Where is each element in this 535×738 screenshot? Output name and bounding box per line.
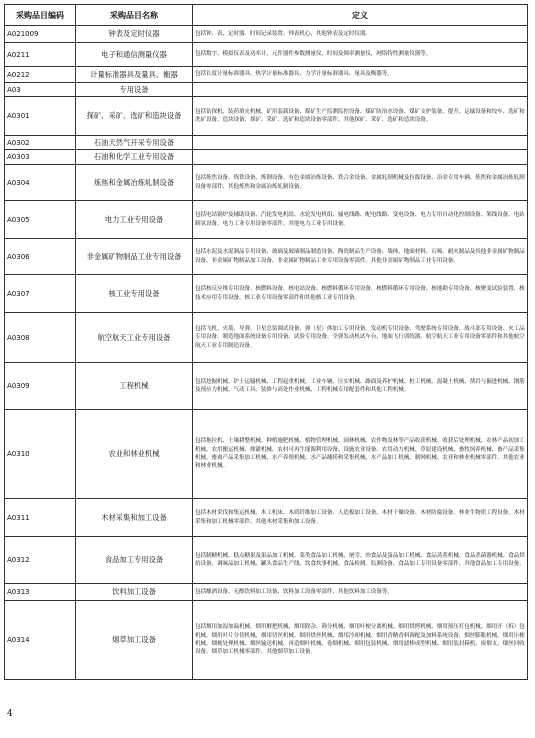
header-code: 采购品目编码 [5,5,76,26]
row-name-cell [76,97,193,136]
table-row [5,313,528,363]
row-code: A0211 [7,50,30,59]
row-definition-cell [193,363,528,410]
table-row [5,136,528,150]
row-code: A0304 [7,178,30,187]
row-definition-cell [193,136,528,150]
row-definition-cell [193,43,528,67]
table-row [5,26,528,43]
row-name: 计量标准器具及量具、衡器 [90,69,178,79]
row-name-cell [76,275,193,313]
row-code-cell [5,26,76,43]
header-name: 采购品目名称 [76,5,193,26]
row-code-cell [5,601,76,680]
row-name-cell [76,67,193,83]
row-name-cell [76,584,193,601]
procurement-catalog-table [4,4,528,680]
row-code: A021009 [7,30,39,38]
row-definition: 包括制糖机械、糕点糖果及果品加工机械、菜类食品加工机械、屠宰、肉食品及蛋品加工机械、食品蒸煮机械、食品杀菌器机械、食品烘焙设备、调味品加工机械、罐头食品生产线、饮食炊事机械、食品检测、监测设备、食品加工专用设备零部件、其他食品加工专用设备。 [195,552,525,567]
row-code-cell [5,239,76,275]
row-name-cell [76,363,193,410]
row-code: A0309 [7,382,30,390]
row-name: 电力工业专用设备 [104,214,164,224]
table-row [5,275,528,313]
row-code: A0313 [7,588,30,596]
row-name: 工程机械 [119,381,149,390]
row-name-cell [76,537,193,584]
row-code: A03 [7,85,21,94]
row-code: A0308 [7,333,30,342]
row-code-cell [5,313,76,363]
row-definition-cell [193,26,528,43]
row-definition-cell [193,275,528,313]
row-code-cell [5,363,76,410]
row-name: 专用设备 [119,84,149,94]
row-name-cell [76,499,193,537]
table-row [5,97,528,136]
row-code-cell [5,537,76,584]
table-row [5,363,528,410]
row-name-cell [76,601,193,680]
row-definition: 包括钟、表、定时器、时间记录装置、钟表机心、其他钟表及定时仪器。 [195,30,371,37]
row-definition-cell [193,584,528,601]
row-code-cell [5,150,76,165]
table-row [5,584,528,601]
row-definition: 包括长度计量标准器具、热学计量标准器具、力学计量标准器具、量具及衡器等。 [195,71,393,78]
table-row [5,43,528,67]
table-row [5,410,528,499]
row-name-cell [76,83,193,97]
row-name-cell [76,165,193,201]
row-code-cell [5,275,76,313]
row-name: 农业和林业机械 [108,449,160,458]
row-code: A0314 [7,636,30,644]
row-name: 非金属矿物制品工业专用设备 [86,251,182,261]
table-row [5,165,528,201]
table-row [5,499,528,537]
row-name-cell [76,201,193,239]
row-name-cell [76,136,193,150]
row-code-cell [5,201,76,239]
row-name-cell [76,313,193,363]
row-definition: 包括挖掘机械、铲土运输机械、工程起重机械、工业车辆、压实机械、路面及养护机械、桩工机械、混凝土机械、凿岩与掘进机械、钢筋及预应力机械、气动工具、装修与高处作业机械、工程机械专用配套件和其他工程机械。 [195,378,525,393]
row-code: A0311 [7,513,30,522]
table-row [5,537,528,584]
row-code-cell [5,43,76,67]
row-name-cell [76,43,193,67]
table-row [5,150,528,165]
row-definition-cell [193,410,528,499]
row-code: A0306 [7,252,30,261]
row-name: 炼焦和金属冶炼轧制设备 [93,177,175,187]
row-name-cell [76,150,193,165]
row-code-cell [5,83,76,97]
row-code: A0303 [7,153,30,161]
table-row [5,601,528,680]
row-definition: 包括钻探机、装药填充机械、矿用装载设备、煤矿生产监测监控设备、煤矿防治水设备、煤矿支护装备、提升、运输设备和绞车、选矿和洗矿设备、造块设备、探矿、采矿、选矿和造块设备零部件、其他探矿、采矿、选矿和造块设备。 [195,108,525,123]
row-definition: 包括飞机、火箭、导弹、卫星总装调试设备、弹（星）体加工专用设备、发动机专用设备、驾驶系统专用设备、战斗部专用设备、火工品专用设备、制造地面系统设备专用设备，试验专用设备、全弹发动机试车台、地面飞行训练器、航空航天工业专用设备零部件和其他航空航天工业专用制造设备。 [195,326,525,349]
page-number: 4 [7,709,13,719]
row-definition-cell [193,537,528,584]
table-header-row [5,5,528,26]
row-definition-cell [193,499,528,537]
row-definition-cell [193,67,528,83]
row-code-cell [5,410,76,499]
row-code: A0302 [7,138,30,147]
row-name: 电子和通信测量仪器 [101,49,167,59]
row-name: 木材采集和加工设备 [101,512,167,522]
row-definition: 包括烟用加湿加温机械、烟用解把机械、烟用除杂、筛分机械、烟用叶梗分离机械、烟用烘烤机械、烟用预压打包机械、烟用开（拆）包机械、烟用叶片分切机械、烟用切丝机械、烟用烘丝机械、烟用冷却机械、烟用香精香料调配及加料系统设备、烟丝膨胀机械、烟用压梗机械、烟梗处理机械、烟丝输送机械、再造烟叶机械、卷烟机械、烟用包装机械、烟用滤棒成型机械、烟用装封箱机、废烟支、烟丝回收设备、烟草加工机械零部件、其他烟草加工设备。 [195,624,525,656]
table-row [5,201,528,239]
row-code-cell [5,499,76,537]
row-code-cell [5,136,76,150]
row-definition-cell [193,201,528,239]
row-name: 食品加工专用设备 [104,555,164,564]
row-name: 探矿、采矿、选矿和造块设备 [86,111,182,120]
row-code-cell [5,97,76,136]
row-name-cell [76,410,193,499]
row-definition-cell [193,239,528,275]
row-definition: 包括数字、模拟仪表及功率计，元件器件参数测量仪，时间及频率测量仪，网络特性测量仪器等。 [195,51,432,58]
row-definition: 包括木材采伐和集运机械、木工机床、木质纤维加工设备、人造板加工设备、木材干燥设备、木材防腐设备、林业生物质工程设备、木材采集和加工机械零部件、其他木材采集和加工设备。 [195,510,525,525]
row-code: A0312 [7,556,30,564]
row-definition: 包括拖拉机、土壤耕整机械、种植施肥机械、植物管理机械、园林机械、农作物及林等产品收获机械、收获后处理机械、农林产品初加工机械、农用搬运机械、排灌机械、农村可再生能源利用设备、设施农业设备、农用动力机械、草原建设机械、畜牧饲养机械、畜产品采集机械、畜禽产品采集加工机械、水产养殖机械、水产品捕捞和采集机械、水产品加工机械、制网机械、农业和林业机械零部件、其他农业和林业机械。 [195,438,525,470]
row-code: A0307 [7,289,30,298]
row-name: 烟草加工设备 [112,635,156,644]
row-definition-cell [193,313,528,363]
row-definition: 包括核反应堆专用设备、核燃料设备、核电站设备、核燃料循环专用设备、核燃料循环专用设备、核地勘专用设备、核聚变试验装置、核技术应用专用设备、核工业专用设备零部件和其他核工业专用设备。 [195,286,525,301]
row-code: A0310 [7,450,30,458]
table-row [5,83,528,97]
row-definition-cell [193,165,528,201]
row-name: 航空航天工业专用设备 [97,332,171,342]
row-definition: 包括酿酒设备、无醇饮料加工设备、饮料加工设备零部件、其他饮料加工设备等。 [195,588,393,595]
row-name-cell [76,26,193,43]
row-code: A0301 [7,112,30,120]
row-definition-cell [193,97,528,136]
row-code: A0305 [7,215,30,224]
row-name: 钟表及定时仪器 [108,29,160,38]
row-definition-cell [193,150,528,165]
row-definition: 包括电站锅炉及辅助设备、汽轮发电机组、水轮发电机组、输电线路、配电线路、变电设备、电力专用自动化控制设备、架线设备、电站制氢设备、电力工业专用设备零部件、其他电力工业专用设备。 [195,212,525,227]
row-code-cell [5,165,76,201]
row-name: 饮料加工设备 [112,587,156,596]
row-code: A0212 [7,70,30,79]
row-code-cell [5,584,76,601]
header-definition: 定义 [193,5,528,26]
row-name: 石油和化学工业专用设备 [93,152,175,161]
row-definition-cell [193,83,528,97]
row-definition: 包括水泥及水泥制品专用设备、玻璃及玻璃制品制造设备、陶瓷制品生产设备、墙体、地面材料、石棉、耐火制品及其他非金属矿物制品设备、非金属矿物制品加工设备、非金属矿物制品工业专用设备零部件、其他非金属矿物制品工业专用设备。 [195,249,525,264]
row-name-cell [76,239,193,275]
row-name: 石油天然气开采专用设备 [93,137,175,147]
table-body [5,26,528,680]
table-row [5,67,528,83]
row-code-cell [5,67,76,83]
table-row [5,239,528,275]
row-definition: 包括炼焦设备、炼铁设备、炼钢设备、有色金属冶炼设备、铁合金设备、金属轧制机械及拉拔设备、冶金专用车辆、炼焦和金属冶炼轧制设备零部件、其他炼焦和金属冶炼轧制设备。 [195,175,525,190]
row-name: 核工业专用设备 [108,288,160,298]
row-definition-cell [193,601,528,680]
